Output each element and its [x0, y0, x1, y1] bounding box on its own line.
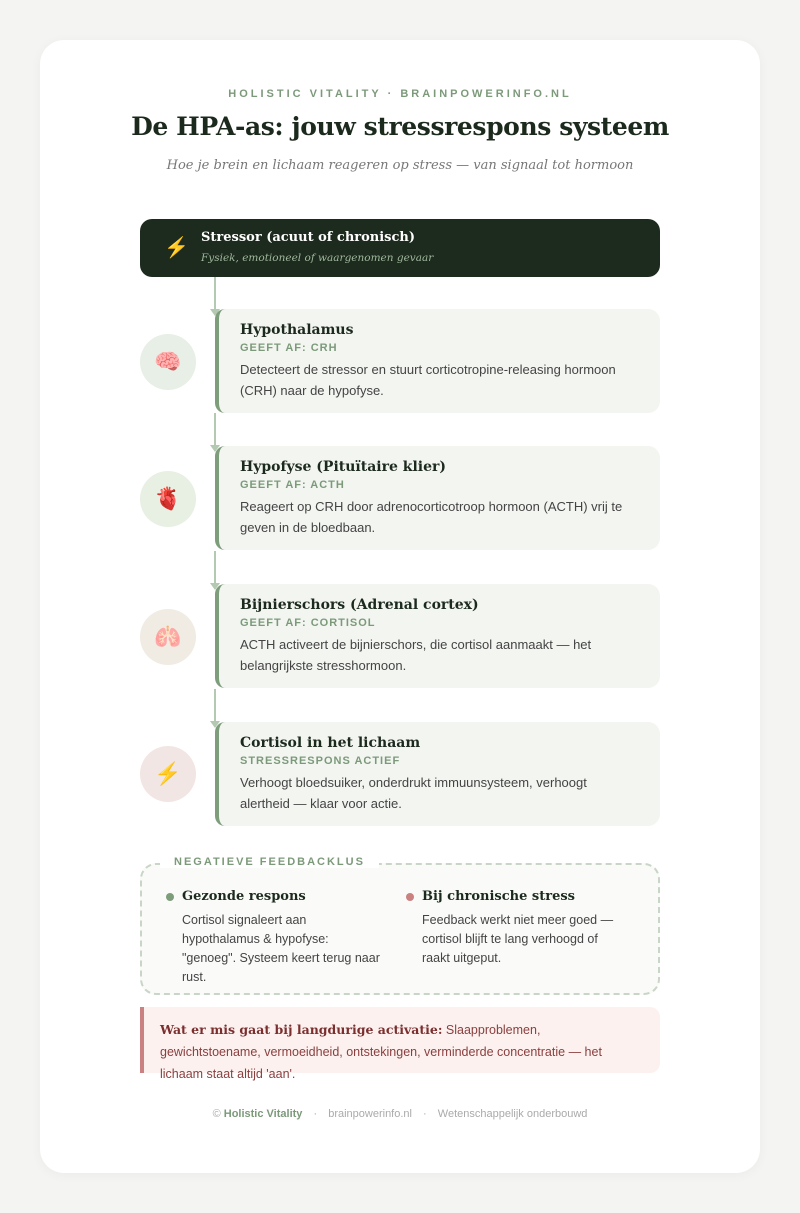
- connector-line: [214, 551, 216, 585]
- feedback-loop-box: [140, 856, 660, 995]
- infographic-card: [40, 40, 760, 1173]
- feedback-healthy: [166, 889, 386, 987]
- copyright-symbol: ©: [212, 1108, 221, 1120]
- page-title: De HPA-as: jouw stressrespons systeem: [131, 112, 669, 141]
- lightning-icon: ⚡: [164, 237, 189, 259]
- feedback-label: NEGATIEVE FEEDBACKLUS: [160, 856, 379, 868]
- footer-separator: ·: [423, 1108, 427, 1120]
- step-name: Bijnierschors (Adrenal cortex): [240, 597, 479, 613]
- step-name: Hypothalamus: [240, 322, 354, 338]
- step-description: Detecteert de stressor en stuurt corticotropine-releasing hormoon (CRH) naar de hypofyse.: [240, 362, 616, 398]
- step-name: Hypofyse (Pituïtaire klier): [240, 459, 447, 475]
- step-name: Cortisol in het lichaam: [240, 735, 421, 751]
- page-subtitle: Hoe je brein en lichaam reageren op stress — van signaal tot hormoon: [166, 158, 634, 173]
- warning-box: [140, 1007, 660, 1081]
- footer-brand: Holistic Vitality: [223, 1108, 303, 1120]
- step-tag: GEEFT AF: CRH: [240, 342, 338, 354]
- feedback-chronic: [406, 889, 626, 968]
- lightning-icon: ⚡: [140, 746, 196, 802]
- lungs-icon: 🫁: [140, 609, 196, 665]
- step-description: Verhoogt bloedsuiker, onderdrukt immuunsysteem, verhoogt alertheid — klaar voor actie.: [240, 775, 587, 811]
- step-tag: GEEFT AF: ACTH: [240, 479, 345, 491]
- step-bijnierschors: [215, 584, 660, 688]
- footer-note: Wetenschappelijk onderbouwd: [437, 1108, 588, 1120]
- feedback-healthy-title: Gezonde respons: [182, 889, 306, 904]
- connector-line: [214, 413, 216, 447]
- connector-line: [214, 277, 216, 309]
- feedback-chronic-heading: [406, 889, 626, 904]
- footer: [40, 1108, 760, 1120]
- step-hypothalamus: [215, 309, 660, 413]
- warning-heading: Wat er mis gaat bij langdurige activatie:: [160, 1022, 443, 1037]
- feedback-healthy-heading: [166, 889, 386, 904]
- step-description: Reageert op CRH door adrenocorticotroop hormoon (ACTH) vrij te geven in de bloedbaan.: [240, 499, 623, 535]
- step-tag: STRESSRESPONS ACTIEF: [240, 755, 401, 767]
- stressor-title: Stressor (acuut of chronisch): [201, 230, 416, 245]
- step-cortisol: [215, 722, 660, 826]
- feedback-chronic-body: Feedback werkt niet meer goed — cortisol blijft te lang verhoogd of raakt uitgeput.: [422, 913, 614, 965]
- status-dot-red: [406, 893, 414, 901]
- step-tag: GEEFT AF: CORTISOL: [240, 617, 376, 629]
- stressor-subtitle: Fysiek, emotioneel of waargenomen gevaar: [201, 252, 434, 264]
- brain-icon: 🧠: [140, 334, 196, 390]
- footer-separator: ·: [313, 1108, 318, 1120]
- warning-text: Slaapproblemen, gewichtstoename, vermoeidheid, ontstekingen, verminderde concentratie — het lichaam staat altijd 'aan'.: [160, 1023, 602, 1081]
- step-hypofyse: [215, 446, 660, 550]
- feedback-healthy-body: Cortisol signaleert aan hypothalamus & hypofyse: "genoeg". Systeem keert terug naar rust.: [182, 913, 380, 984]
- footer-site: brainpowerinfo.nl: [328, 1108, 412, 1120]
- stressor-box: [140, 219, 660, 277]
- brand-label: HOLISTIC VITALITY · BRAINPOWERINFO.NL: [228, 88, 572, 100]
- status-dot-green: [166, 893, 174, 901]
- feedback-chronic-title: Bij chronische stress: [422, 889, 575, 904]
- heart-icon: 🫀: [140, 471, 196, 527]
- step-description: ACTH activeert de bijnierschors, die cortisol aanmaakt — het belangrijkste stresshormoon.: [240, 637, 592, 673]
- connector-line: [214, 689, 216, 723]
